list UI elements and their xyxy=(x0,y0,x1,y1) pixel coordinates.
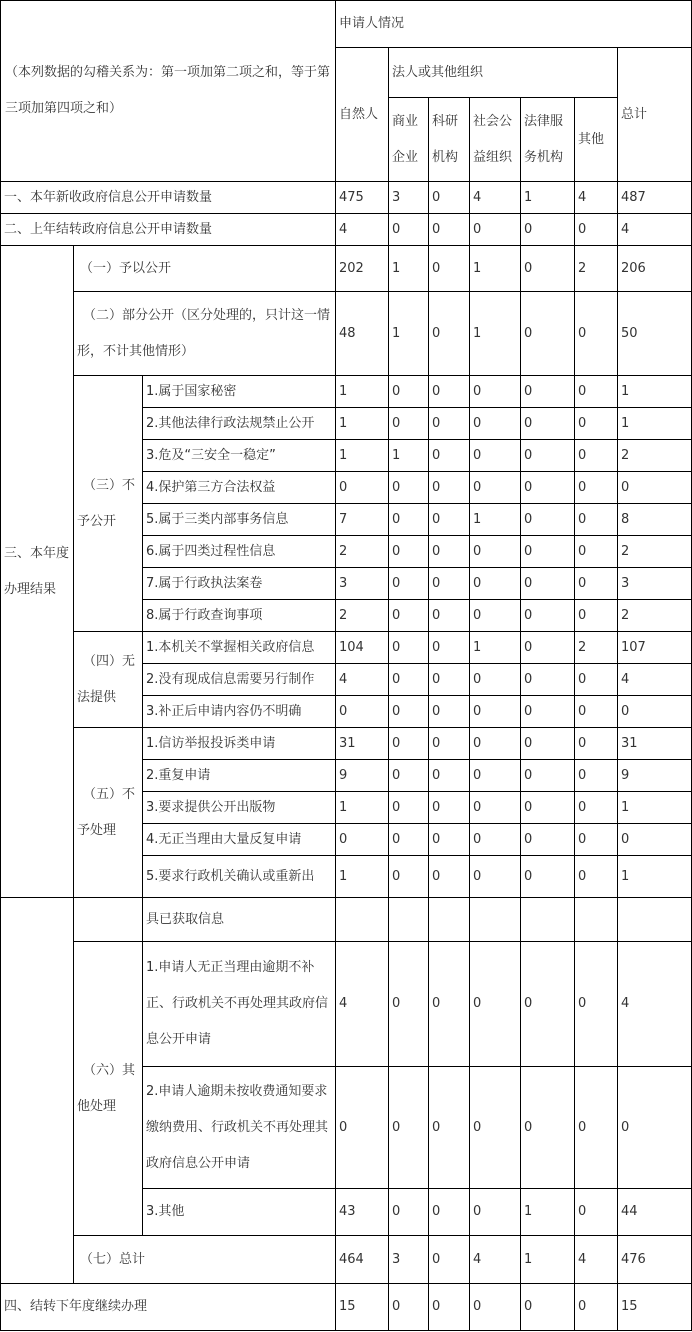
empty-cell xyxy=(428,897,470,942)
header-col: 商业企业 xyxy=(388,97,429,182)
item-label: 5.要求行政机关确认或重新出 xyxy=(142,855,336,898)
value-cell: 0 xyxy=(469,759,521,792)
value-cell: 1 xyxy=(520,1188,575,1236)
value-cell: 0 xyxy=(574,291,618,376)
value-cell: 0 xyxy=(388,375,429,408)
value-cell: 0 xyxy=(469,791,521,824)
value-cell: 107 xyxy=(617,631,692,664)
value-cell: 0 xyxy=(428,1188,470,1236)
section-label-cont xyxy=(0,897,74,1284)
value-cell: 4 xyxy=(617,663,692,696)
item-label: 2.其他法律行政法规禁止公开 xyxy=(142,407,336,440)
item-label: 6.属于四类过程性信息 xyxy=(142,535,336,568)
empty-cell xyxy=(617,897,692,942)
value-cell: 0 xyxy=(428,599,470,632)
value-cell: 0 xyxy=(520,503,575,536)
value-cell: 1 xyxy=(520,181,575,214)
value-cell: 0 xyxy=(428,471,470,504)
value-cell: 1 xyxy=(469,245,521,292)
row-label: （二）部分公开（区分处理的，只计这一情形，不计其他情形） xyxy=(73,291,336,376)
header-col: 科研机构 xyxy=(428,97,470,182)
value-cell: 1 xyxy=(335,791,389,824)
value-cell: 0 xyxy=(335,823,389,856)
item-label: 2.申请人逾期未按收费通知要求缴纳费用、行政机关不再处理其政府信息公开申请 xyxy=(142,1066,336,1189)
value-cell: 0 xyxy=(428,291,470,376)
value-cell: 2 xyxy=(617,535,692,568)
value-cell: 0 xyxy=(469,599,521,632)
value-cell: 0 xyxy=(428,567,470,600)
value-cell: 0 xyxy=(428,727,470,760)
value-cell: 0 xyxy=(520,823,575,856)
item-label: 5.属于三类内部事务信息 xyxy=(142,503,336,536)
value-cell: 0 xyxy=(574,567,618,600)
value-cell: 1 xyxy=(388,291,429,376)
value-cell: 0 xyxy=(520,855,575,898)
value-cell: 487 xyxy=(617,181,692,214)
item-label-cont: 具已获取信息 xyxy=(142,897,336,942)
empty-cell xyxy=(335,897,389,942)
value-cell: 50 xyxy=(617,291,692,376)
value-cell: 0 xyxy=(520,1066,575,1189)
section-label: 三、本年度办理结果 xyxy=(0,245,74,898)
value-cell: 0 xyxy=(469,823,521,856)
value-cell: 15 xyxy=(617,1283,692,1331)
value-cell: 0 xyxy=(428,439,470,472)
value-cell: 4 xyxy=(335,213,389,246)
value-cell: 0 xyxy=(469,855,521,898)
value-cell: 4 xyxy=(617,213,692,246)
value-cell: 0 xyxy=(428,1066,470,1189)
value-cell: 1 xyxy=(335,375,389,408)
value-cell: 202 xyxy=(335,245,389,292)
row-label: 一、本年新收政府信息公开申请数量 xyxy=(0,181,336,214)
item-label: 2.重复申请 xyxy=(142,759,336,792)
value-cell: 0 xyxy=(388,727,429,760)
value-cell: 464 xyxy=(335,1235,389,1284)
group-label: （三）不予公开 xyxy=(73,375,143,632)
value-cell: 0 xyxy=(574,471,618,504)
value-cell: 3 xyxy=(617,567,692,600)
value-cell: 0 xyxy=(388,599,429,632)
value-cell: 0 xyxy=(617,823,692,856)
value-cell: 0 xyxy=(388,407,429,440)
value-cell: 0 xyxy=(520,567,575,600)
value-cell: 4 xyxy=(469,181,521,214)
value-cell: 1 xyxy=(617,375,692,408)
value-cell: 0 xyxy=(574,1066,618,1189)
value-cell: 0 xyxy=(520,375,575,408)
value-cell: 476 xyxy=(617,1235,692,1284)
value-cell: 0 xyxy=(574,855,618,898)
header-col: 法律服务机构 xyxy=(520,97,575,182)
value-cell: 44 xyxy=(617,1188,692,1236)
value-cell: 3 xyxy=(388,1235,429,1284)
item-label: 3.补正后申请内容仍不明确 xyxy=(142,695,336,728)
value-cell: 0 xyxy=(520,213,575,246)
value-cell: 0 xyxy=(574,503,618,536)
value-cell: 0 xyxy=(469,663,521,696)
value-cell: 206 xyxy=(617,245,692,292)
value-cell: 0 xyxy=(428,535,470,568)
value-cell: 0 xyxy=(388,791,429,824)
value-cell: 0 xyxy=(574,1188,618,1236)
value-cell: 1 xyxy=(469,291,521,376)
value-cell: 0 xyxy=(388,1188,429,1236)
value-cell: 0 xyxy=(469,439,521,472)
value-cell: 0 xyxy=(574,663,618,696)
value-cell: 0 xyxy=(469,471,521,504)
value-cell: 0 xyxy=(428,245,470,292)
value-cell: 475 xyxy=(335,181,389,214)
value-cell: 0 xyxy=(469,407,521,440)
value-cell: 0 xyxy=(388,855,429,898)
value-cell: 0 xyxy=(520,791,575,824)
value-cell: 0 xyxy=(520,245,575,292)
value-cell: 4 xyxy=(335,941,389,1067)
value-cell: 0 xyxy=(520,759,575,792)
item-label: 1.本机关不掌握相关政府信息 xyxy=(142,631,336,664)
value-cell: 2 xyxy=(617,599,692,632)
value-cell: 1 xyxy=(388,245,429,292)
value-cell: 0 xyxy=(520,291,575,376)
value-cell: 0 xyxy=(469,695,521,728)
value-cell: 8 xyxy=(617,503,692,536)
value-cell: 0 xyxy=(574,407,618,440)
value-cell: 0 xyxy=(520,695,575,728)
value-cell: 4 xyxy=(574,181,618,214)
value-cell: 15 xyxy=(335,1283,389,1331)
header-col: 社会公益组织 xyxy=(469,97,521,182)
empty-cell xyxy=(388,897,429,942)
value-cell: 1 xyxy=(617,855,692,898)
value-cell: 0 xyxy=(574,941,618,1067)
value-cell: 0 xyxy=(388,631,429,664)
value-cell: 0 xyxy=(428,631,470,664)
value-cell: 0 xyxy=(574,791,618,824)
value-cell: 0 xyxy=(388,535,429,568)
value-cell: 0 xyxy=(574,727,618,760)
header-natural-person: 自然人 xyxy=(335,47,389,182)
value-cell: 1 xyxy=(520,1235,575,1284)
value-cell: 0 xyxy=(388,567,429,600)
empty-cell xyxy=(574,897,618,942)
value-cell: 104 xyxy=(335,631,389,664)
value-cell: 9 xyxy=(617,759,692,792)
value-cell: 0 xyxy=(428,791,470,824)
group-label: （五）不予处理 xyxy=(73,727,143,898)
value-cell: 0 xyxy=(574,535,618,568)
value-cell: 0 xyxy=(388,1066,429,1189)
value-cell: 43 xyxy=(335,1188,389,1236)
value-cell: 0 xyxy=(428,663,470,696)
value-cell: 2 xyxy=(335,599,389,632)
row-label: （七）总计 xyxy=(73,1235,336,1284)
value-cell: 1 xyxy=(335,439,389,472)
header-applicant: 申请人情况 xyxy=(335,0,692,48)
value-cell: 1 xyxy=(469,631,521,664)
value-cell: 0 xyxy=(335,695,389,728)
value-cell: 0 xyxy=(520,535,575,568)
value-cell: 0 xyxy=(520,1283,575,1331)
value-cell: 0 xyxy=(428,855,470,898)
value-cell: 0 xyxy=(428,1235,470,1284)
value-cell: 4 xyxy=(617,941,692,1067)
header-total: 总计 xyxy=(617,47,692,182)
empty-cell xyxy=(73,897,143,942)
value-cell: 1 xyxy=(335,407,389,440)
value-cell: 0 xyxy=(428,407,470,440)
value-cell: 4 xyxy=(335,663,389,696)
value-cell: 0 xyxy=(428,695,470,728)
value-cell: 0 xyxy=(469,1066,521,1189)
value-cell: 0 xyxy=(388,471,429,504)
value-cell: 31 xyxy=(617,727,692,760)
value-cell: 0 xyxy=(574,213,618,246)
group-label: （四）无法提供 xyxy=(73,631,143,728)
value-cell: 0 xyxy=(469,1188,521,1236)
value-cell: 0 xyxy=(428,375,470,408)
empty-cell xyxy=(520,897,575,942)
value-cell: 0 xyxy=(388,663,429,696)
item-label: 1.信访举报投诉类申请 xyxy=(142,727,336,760)
item-label: 3.危及“三安全一稳定” xyxy=(142,439,336,472)
value-cell: 0 xyxy=(428,759,470,792)
item-label: 3.其他 xyxy=(142,1188,336,1236)
value-cell: 9 xyxy=(335,759,389,792)
value-cell: 0 xyxy=(469,941,521,1067)
item-label: 2.没有现成信息需要另行制作 xyxy=(142,663,336,696)
item-label: 1.申请人无正当理由逾期不补正、行政机关不再处理其政府信息公开申请 xyxy=(142,941,336,1067)
item-label: 4.保护第三方合法权益 xyxy=(142,471,336,504)
value-cell: 2 xyxy=(574,245,618,292)
value-cell: 7 xyxy=(335,503,389,536)
value-cell: 0 xyxy=(574,1283,618,1331)
value-cell: 0 xyxy=(428,1283,470,1331)
value-cell: 2 xyxy=(574,631,618,664)
value-cell: 0 xyxy=(388,503,429,536)
value-cell: 0 xyxy=(335,471,389,504)
value-cell: 1 xyxy=(617,791,692,824)
item-label: 1.属于国家秘密 xyxy=(142,375,336,408)
header-note: （本列数据的勾稽关系为：第一项加第二项之和，等于第三项加第四项之和） xyxy=(0,0,336,182)
value-cell: 0 xyxy=(428,181,470,214)
value-cell: 0 xyxy=(469,567,521,600)
value-cell: 31 xyxy=(335,727,389,760)
group-label: （六）其他处理 xyxy=(73,941,143,1236)
value-cell: 0 xyxy=(428,213,470,246)
header-col: 其他 xyxy=(574,97,618,182)
value-cell: 0 xyxy=(574,759,618,792)
value-cell: 0 xyxy=(428,941,470,1067)
value-cell: 2 xyxy=(617,439,692,472)
value-cell: 0 xyxy=(574,823,618,856)
value-cell: 0 xyxy=(335,1066,389,1189)
value-cell: 0 xyxy=(617,471,692,504)
value-cell: 0 xyxy=(520,439,575,472)
row-label: 四、结转下年度继续办理 xyxy=(0,1283,336,1331)
value-cell: 0 xyxy=(469,535,521,568)
value-cell: 0 xyxy=(617,695,692,728)
value-cell: 0 xyxy=(520,631,575,664)
item-label: 8.属于行政查询事项 xyxy=(142,599,336,632)
value-cell: 3 xyxy=(335,567,389,600)
value-cell: 0 xyxy=(388,695,429,728)
value-cell: 2 xyxy=(335,535,389,568)
value-cell: 4 xyxy=(574,1235,618,1284)
value-cell: 0 xyxy=(520,471,575,504)
value-cell: 0 xyxy=(388,823,429,856)
value-cell: 4 xyxy=(469,1235,521,1284)
value-cell: 48 xyxy=(335,291,389,376)
value-cell: 0 xyxy=(428,823,470,856)
value-cell: 0 xyxy=(520,407,575,440)
value-cell: 1 xyxy=(335,855,389,898)
value-cell: 0 xyxy=(469,375,521,408)
item-label: 7.属于行政执法案卷 xyxy=(142,567,336,600)
header-legal-org: 法人或其他组织 xyxy=(388,47,618,98)
value-cell: 0 xyxy=(388,1283,429,1331)
value-cell: 0 xyxy=(520,727,575,760)
value-cell: 1 xyxy=(388,439,429,472)
value-cell: 3 xyxy=(388,181,429,214)
value-cell: 0 xyxy=(388,759,429,792)
value-cell: 0 xyxy=(469,727,521,760)
value-cell: 0 xyxy=(520,663,575,696)
value-cell: 0 xyxy=(388,941,429,1067)
value-cell: 0 xyxy=(469,1283,521,1331)
value-cell: 1 xyxy=(469,503,521,536)
value-cell: 0 xyxy=(428,503,470,536)
row-label: （一）予以公开 xyxy=(73,245,336,292)
empty-cell xyxy=(469,897,521,942)
value-cell: 0 xyxy=(388,213,429,246)
row-label: 二、上年结转政府信息公开申请数量 xyxy=(0,213,336,246)
item-label: 3.要求提供公开出版物 xyxy=(142,791,336,824)
value-cell: 0 xyxy=(520,941,575,1067)
value-cell: 0 xyxy=(617,1066,692,1189)
value-cell: 0 xyxy=(574,439,618,472)
value-cell: 0 xyxy=(520,599,575,632)
item-label: 4.无正当理由大量反复申请 xyxy=(142,823,336,856)
value-cell: 0 xyxy=(574,375,618,408)
value-cell: 0 xyxy=(469,213,521,246)
value-cell: 0 xyxy=(574,599,618,632)
value-cell: 0 xyxy=(574,695,618,728)
value-cell: 1 xyxy=(617,407,692,440)
